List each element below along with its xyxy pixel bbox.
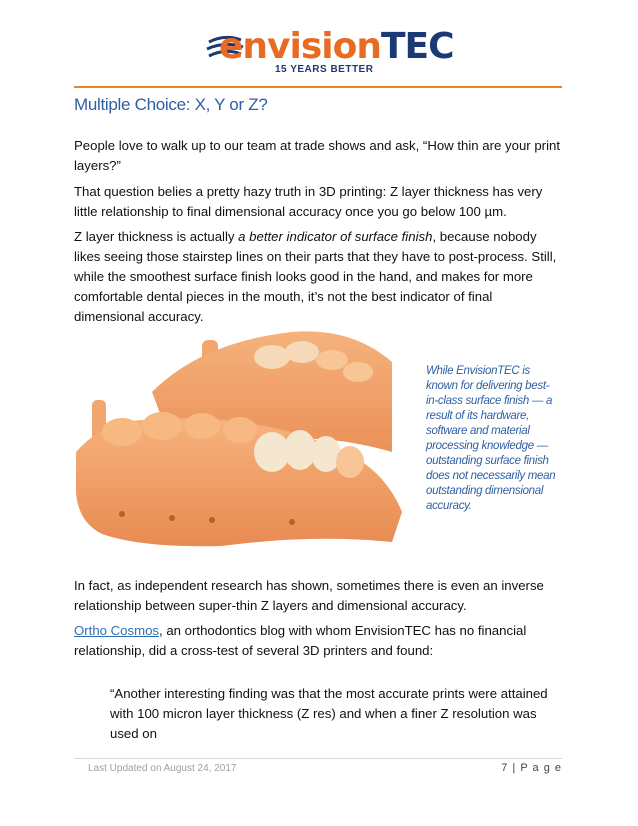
block-quote: “Another interesting finding was that the most accurate prints were attained with 100 micron layer thickness (Z res) and when a finer Z resolution was used on xyxy=(110,686,548,741)
logo-word-envision: envision xyxy=(219,26,381,67)
section-heading: Multiple Choice: X, Y or Z? xyxy=(74,95,268,114)
dental-model-photo xyxy=(62,322,422,570)
paragraph-3-start: Z layer thickness is actually xyxy=(74,229,239,244)
page-number: 7 | P a g e xyxy=(501,762,562,774)
paragraph-3 xyxy=(74,227,564,327)
paragraph-2: That question belies a pretty hazy truth in 3D printing: Z layer thickness has very little relationship to final dimensional accuracy once you go below 100 µm. xyxy=(74,184,543,219)
ortho-cosmos-link[interactable]: Ortho Cosmos xyxy=(74,623,160,638)
paragraph-3-emphasis: a better indicator of surface finish xyxy=(238,229,433,244)
footer-rule xyxy=(74,758,562,759)
paragraph-1: People love to walk up to our team at trade shows and ask, “How thin are your print layers?” xyxy=(74,138,560,173)
paragraph-5-text: , an orthodontics blog with whom EnvisionTEC has no financial relationship, did a cross-test of several 3D printers and found: xyxy=(74,623,527,658)
envisiontec-logo xyxy=(205,26,455,82)
logo-tagline: 15 YEARS BETTER xyxy=(275,64,374,75)
paragraph-5 xyxy=(74,621,564,661)
paragraph-4: In fact, as independent research has shown, sometimes there is even an inverse relationship between super-thin Z layers and dimensional accuracy. xyxy=(74,578,544,613)
logo-word-tec: TEC xyxy=(380,26,454,67)
photo-caption: While EnvisionTEC is known for delivering best-in-class surface finish — a result of its hardware, software and material processing knowledge — outstanding surface finish does not necessarily mean outstanding dimensional accuracy. xyxy=(426,365,556,512)
paragraph-3-end: , because nobody likes seeing those stairstep lines on their parts that they have to post-process. Still, while the smoothest surface finish looks good in the hand, and makes for more comfortable dental pieces in the mouth, it’s not the best indicator of final dimensional accuracy. xyxy=(74,229,557,324)
last-updated: Last Updated on August 24, 2017 xyxy=(88,763,237,774)
logo-wordmark xyxy=(219,26,454,67)
header-rule xyxy=(74,86,562,88)
